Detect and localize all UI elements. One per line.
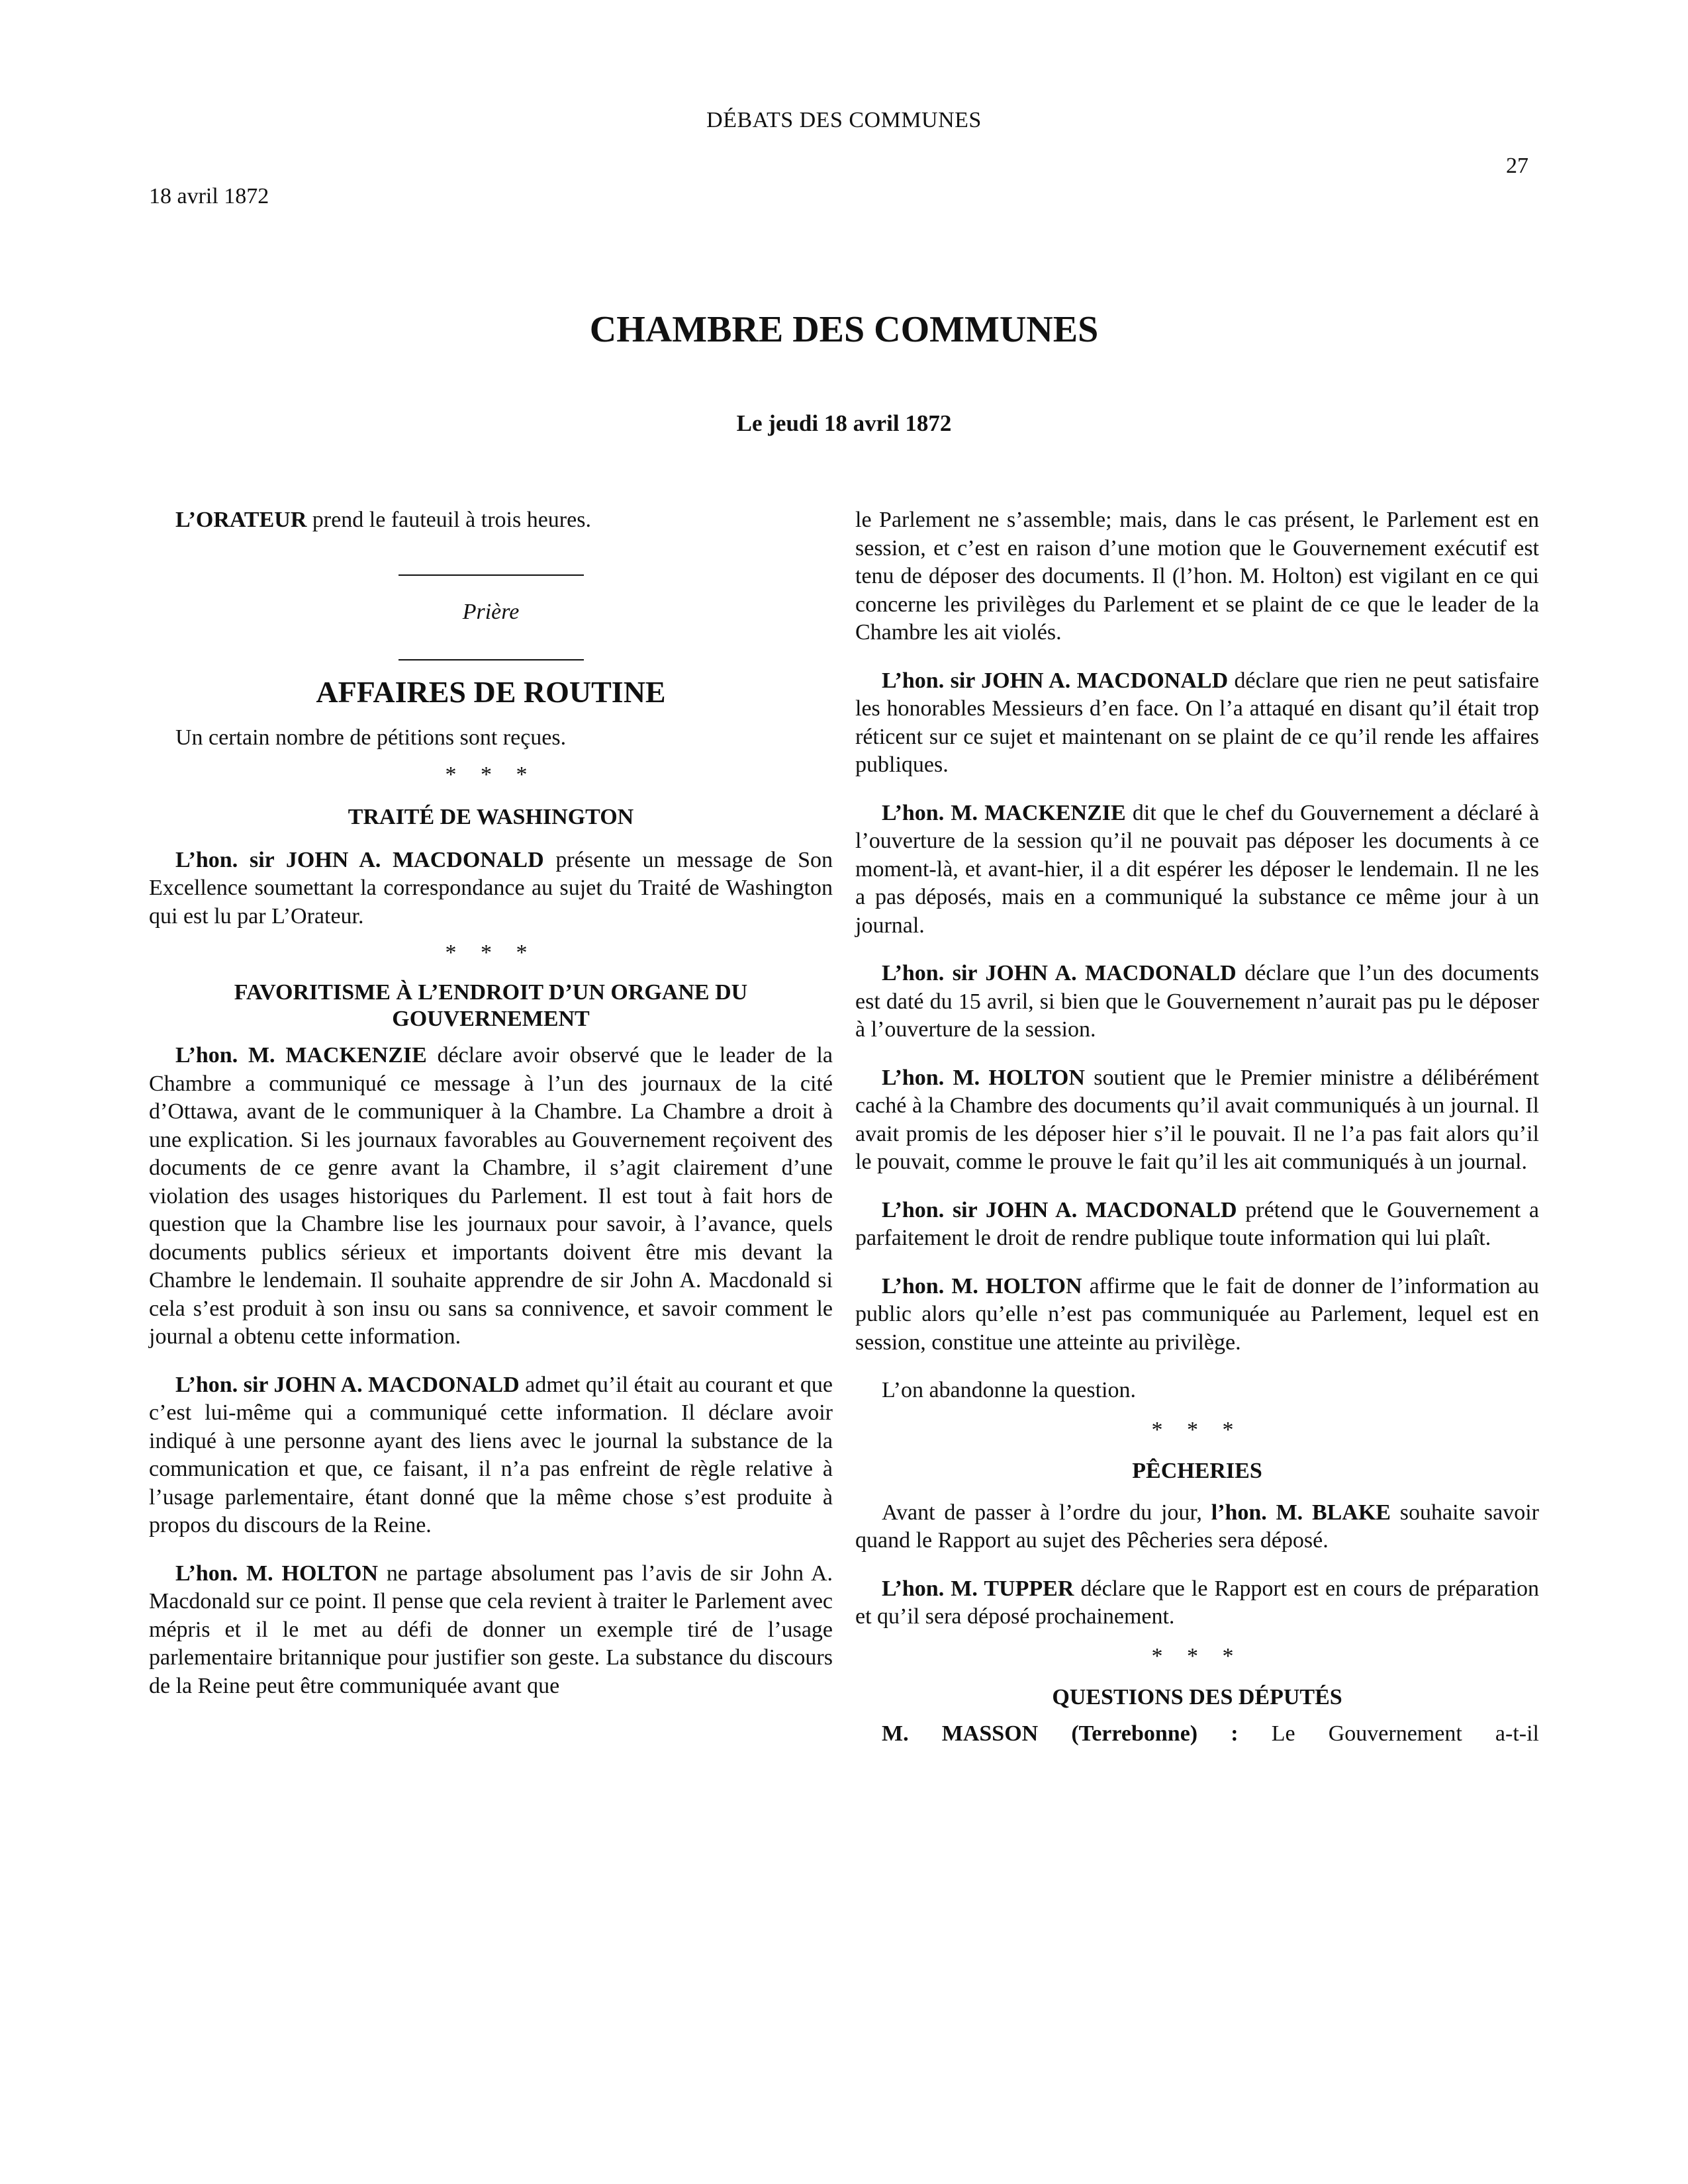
- speaker-name: L’hon. M. HOLTON: [882, 1273, 1082, 1298]
- paragraph-text: Le Gouvernement a-t-il: [1238, 1721, 1539, 1746]
- petitions-paragraph: Un certain nombre de pétitions sont reçues.: [175, 725, 567, 750]
- macdonald-paragraph: [855, 1197, 1539, 1253]
- section-heading-favoritism: FAVORITISME À L’ENDROIT D’UN ORGANE DU GOUVERNEMENT: [234, 980, 748, 1031]
- speaker-name: M. MASSON (Terrebonne) :: [882, 1721, 1239, 1746]
- paragraph-text: déclare que l’un des documents est daté du 15 avril, si bien que le Gouvernement n’aurait pas pu le déposer à l’ouverture de la session.: [855, 961, 1540, 1042]
- paragraph-text: soutient que le Premier ministre a délibérément caché à la Chambre des documents qu’il avait communiqués à un journal. Il avait promis de les déposer hier s’il le pouvait. Il ne l’a pas fait alors qu’il le pouvait, comme le prouve le fait qu’il les ait communiqués à un journal.: [855, 1065, 1539, 1174]
- paragraph-text: dit que le chef du Gouvernement a déclaré à l’ouverture de la session qu’il ne pouvait pas déposer les documents à ce moment-là, et avant-hier, il a dit espérer les déposer le lendemain. Il ne les a pas déposés, mais en a communiqué la substance ce même jour à un journal.: [855, 800, 1539, 938]
- section-heading-treaty: TRAITÉ DE WASHINGTON: [348, 804, 634, 829]
- speaker-name: L’hon. M. MACKENZIE: [882, 800, 1126, 825]
- speaker-name: L’hon. sir JOHN A. MACDONALD: [175, 847, 544, 872]
- mackenzie-paragraph: [149, 1042, 833, 1351]
- speaker-name: l’hon. M. BLAKE: [1211, 1500, 1391, 1525]
- paragraph-text: admet qu’il était au courant et que c’est lui-même qui a communiqué cette information. Il déclare avoir indiqué à une personne ayant des liens avec le journal la substance de la communication et que, ce faisant, il n’a pas enfreint de règle relative à l’usage parlementaire, étant donné que la même chose s’est produite à propos du discours de la Reine.: [149, 1372, 833, 1537]
- section-heading-routine: AFFAIRES DE ROUTINE: [316, 675, 666, 709]
- divider: [399, 574, 584, 576]
- speaker-name: L’hon. M. TUPPER: [882, 1576, 1074, 1601]
- section-separator: * * *: [1151, 1643, 1243, 1668]
- page-number: 27: [1506, 154, 1528, 178]
- left-column: [149, 506, 833, 1700]
- paragraph-text: prend le fauteuil à trois heures.: [306, 508, 591, 532]
- paragraph-text: Avant de passer à l’ordre du jour,: [882, 1500, 1211, 1525]
- sitting-date: Le jeudi 18 avril 1872: [736, 410, 952, 436]
- paragraph-text: déclare que rien ne peut satisfaire les honorables Messieurs d’en face. On l’a attaqué en disant qu’il était trop réticent sur ce sujet et maintenant on se plaint de ce qu’il rende les affaires publiques.: [855, 668, 1539, 777]
- section-separator: * * *: [445, 940, 537, 965]
- section-separator: * * *: [445, 762, 537, 787]
- speaker-takes-chair: [149, 506, 833, 535]
- mackenzie-paragraph: [855, 799, 1539, 940]
- holton-paragraph: [855, 1273, 1539, 1357]
- speaker-name: L’ORATEUR: [175, 508, 307, 532]
- section-heading-questions: QUESTIONS DES DÉPUTÉS: [1052, 1684, 1342, 1709]
- macdonald-paragraph: [149, 1371, 833, 1540]
- holton-paragraph: [149, 1560, 833, 1701]
- macdonald-paragraph: [855, 960, 1539, 1044]
- speaker-name: L’hon. sir JOHN A. MACDONALD: [882, 668, 1229, 693]
- paragraph-text: présente un message de Son Excellence soumettant la correspondance au sujet du Traité de Washington qui est lu par L’Orateur.: [149, 847, 833, 929]
- speaker-name: L’hon. sir JOHN A. MACDONALD: [175, 1372, 520, 1397]
- section-separator: * * *: [1151, 1417, 1243, 1442]
- paragraph-text: prétend que le Gouvernement a parfaitement le droit de rendre publique toute information qui lui plaît.: [855, 1197, 1539, 1250]
- paragraph-text: ne partage absolument pas l’avis de sir John A. Macdonald sur ce point. Il pense que cela revient à traiter le Parlement avec mépris et il le met au défi de donner un exemple tiré de l’usage parlementaire britannique pour justifier son geste. La substance du discours de la Reine peut être communiquée avant que: [149, 1561, 833, 1698]
- page-date: 18 avril 1872: [149, 184, 269, 208]
- running-head: DÉBATS DES COMMUNES: [706, 108, 982, 132]
- section-heading-fisheries: PÊCHERIES: [1132, 1458, 1262, 1483]
- prayer-label: Prière: [462, 599, 520, 624]
- speaker-name: L’hon. sir JOHN A. MACDONALD: [882, 1197, 1237, 1222]
- question-dropped-paragraph: L’on abandonne la question.: [882, 1378, 1136, 1402]
- holton-paragraph: [855, 1064, 1539, 1177]
- continued-paragraph: le Parlement ne s’assemble; mais, dans le cas présent, le Parlement est en session, et c’est en raison d’une motion que le Gouvernement exécutif est tenu de déposer des documents. Il (l’hon. M. Holton) est vigilant en ce qui concerne les privilèges du Parlement et se plaint de ce que le leader de la Chambre les ait violés.: [855, 508, 1539, 645]
- speaker-name: L’hon. M. HOLTON: [175, 1561, 379, 1586]
- macdonald-paragraph: [855, 667, 1539, 780]
- divider: [399, 659, 584, 660]
- tupper-paragraph: [855, 1575, 1539, 1631]
- paragraph-text: déclare que le Rapport est en cours de préparation et qu’il sera déposé prochainement.: [855, 1576, 1539, 1629]
- speaker-name: L’hon. M. MACKENZIE: [175, 1043, 427, 1068]
- right-column: [855, 506, 1539, 1748]
- paragraph-text: souhaite savoir quand le Rapport au sujet des Pêcheries sera déposé.: [855, 1500, 1539, 1553]
- treaty-paragraph: [149, 846, 833, 931]
- speaker-name: L’hon. sir JOHN A. MACDONALD: [882, 961, 1237, 985]
- paragraph-text: affirme que le fait de donner de l’information au public alors qu’elle n’est pas communiquée au Parlement, lequel est en session, constitue une atteinte au privilège.: [855, 1273, 1539, 1355]
- masson-paragraph: [855, 1720, 1539, 1749]
- speaker-name: L’hon. M. HOLTON: [882, 1065, 1085, 1090]
- page-title: CHAMBRE DES COMMUNES: [589, 309, 1099, 350]
- blake-paragraph: [855, 1499, 1539, 1555]
- paragraph-text: déclare avoir observé que le leader de la Chambre a communiqué ce message à l’un des journaux de la cité d’Ottawa, avant de le communiquer à la Chambre. La Chambre a droit à une explication. Si les journaux favorables au Gouvernement reçoivent des documents de ce genre avant la Chambre, il s’agit clairement d’une violation des usages historiques du Parlement. Il est tout à fait hors de question que la Chambre lise les journaux pour savoir, à l’avance, quels documents publics sérieux et importants doivent être mis devant la Chambre le lendemain. Il souhaite apprendre de sir John A. Macdonald si cela s’est produit à son insu ou sans sa connivence, et savoir comment le journal a obtenu cette information.: [149, 1043, 833, 1349]
